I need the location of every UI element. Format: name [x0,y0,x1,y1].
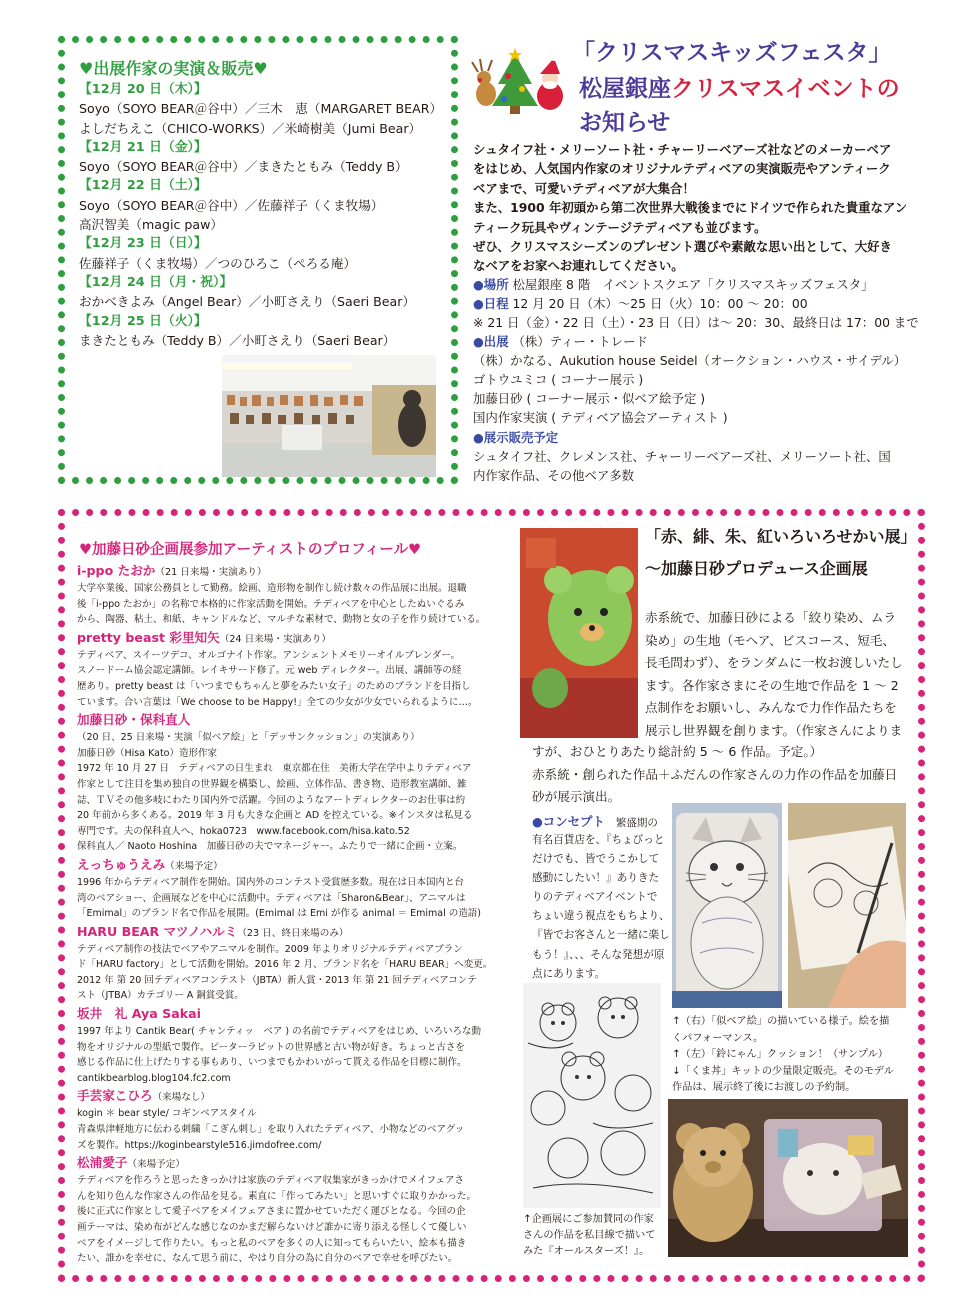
concept-line: りのテディベアイベントで [532,891,658,904]
profile-note: （来場予定） [127,1159,185,1171]
schedule-date: 【12月 25 日（火）】 [79,313,207,329]
profile-name-row [77,855,517,875]
profile-name-row [77,628,517,648]
profile-line: kogin ＊ bear style/ コギンベアスタイル [77,1108,257,1120]
exhibition-line: 染め」の生地（モヘア、ビスコース、短毛、 [645,632,895,648]
event-date-note: ※ 21 日（金）・22 日（土）・23 日（日）は～ 20：30、最終日は 17：00 まで [473,315,919,330]
schedule-artist: 高沢智美（magic paw） [79,217,223,233]
profile-line: テディベア制作の技法でベアやアニマルを制作。2009 年よりオリジナルテディベアブラン [77,943,463,955]
event-title-event: クリスマスイベントの [671,76,900,102]
intro-line: ぜひ、クリスマスシーズンのプレゼント選びや素敵な思い出として、大好き [473,239,892,255]
exhibition-line: 赤系統で、加藤日砂による「絞り染め、ムラ [645,610,897,625]
profiles-heading: ♥加藤日砂企画展参加アーティストのプロフィール♥ [79,542,421,558]
profile-line: 専門です。夫の保科直人へ、hoka0723 www.facebook.com/hisa.kato.52 [77,825,410,837]
exhibition-body-narrow [645,607,903,742]
profile-line: 大学卒業後、国家公務員として勤務。絵画、造形物を制作し続け数々の作品展に出展。退職 [77,583,467,594]
exhibition-line: 赤系統・創られた作品＋ふだんの作家さんの力作の作品を加藤日 [532,766,898,782]
schedule-date: 【12月 24 日（月・祝）】 [79,274,233,290]
exhibition-title-1: 「赤、緋、朱、紅いろいろせかい展」 [645,527,917,546]
exhibition-title-2: ～加藤日砂プロデュース企画展 [645,559,868,578]
concept-first-line [532,811,658,830]
sale-label-text: ●展示販売予定 [473,430,559,445]
profile-line: 1972 年 10 月 27 日 テディベアの日生まれ 東京都在住 美術大学在学中よりテディベア [77,763,472,775]
profile-line: んを知り色んな作家さんの作品を見る。素直に「作ってみたい」と思いすぐに取りかかった。 [77,1190,477,1202]
event-title-line2 [579,70,900,103]
exhibitor-3: ゴトウユミコ ( コーナー展示 ) [473,372,644,387]
schedule-heading: ♥出展作家の実演＆販売♥ [79,59,268,78]
christmas-tree-reindeer-illustration [470,44,570,124]
profile-line: 20 年前から多くある。2019 年 3 月も大きな企画と AD を控えている。※インスタは私見る [77,810,473,822]
schedule-artist: よしだちえこ（CHICO-WORKS）／米崎樹美（Jumi Bear） [79,120,422,136]
profile-line: スノードーム協会認定講師。レイキサード修了。元 web ディレクター。出展、講師等の経 [77,665,462,677]
profile-line: 後「i-ppo たおか」の名称で本格的に作家活動を開始。テディベアを中心としたぬいぐるみ [77,598,465,610]
event-title-store: 松屋銀座 [579,76,671,102]
profile-line: 後に正式に作家として愛子ベアをメイフェアさまに置かせていただく運びとなる。今回の企 [77,1206,466,1218]
schedule-date: 【12月 23 日（日）】 [79,236,207,252]
exhibitor-4: 加藤日砂 ( コーナー展示・似ベア絵予定 ) [473,391,706,406]
profile-name: i-ppo たおか [77,563,156,578]
exhibition-line: 砂が展示演出。 [532,789,621,804]
profile-note: （来場なし） [152,1092,211,1104]
concept-line: だけでも、皆でうこかして [532,853,660,866]
exhibition-line: すが、おひとりあたり総計約 5 ～ 6 作品。予定。） [532,744,823,759]
concept-label: ●コンセプト [532,814,605,829]
exhibitor-first: （株）ティー・トレード [512,334,648,349]
profile-name: HARU BEAR マツノハルミ [77,923,238,939]
profile-line: 1996 年からテディベア制作を開始。国内外のコンテスト受賞歴多数。現在は日本国内と台 [77,876,465,888]
exhibition-body-wide [532,741,897,809]
schedule-artist: 佐藤祥子（くま牧場）／つのひろこ（ぺろる庵） [79,255,357,271]
schedule-date: 【12月 20 日（木）】 [79,82,207,97]
exhibition-line: ます。各作家さまにその生地で作品を 1 ～ 2 [645,677,899,693]
profile-note: （来場予定） [165,860,223,872]
schedule-artist: おかべきよみ（Angel Bear）／小町さえり（Saeri Bear） [79,294,416,310]
profile-name-row [77,1086,517,1106]
concept-line: 『皆でお客さんと一緒に楽し [532,929,670,942]
cat-cushion-photo [672,803,782,1008]
profile-line: cantikbearblog.blog104.fc2.com [77,1072,231,1084]
profile-name: 手芸家こひろ [77,1088,153,1104]
photo-captions-right [672,1014,894,1097]
profile-name: えっちゅうえみ [77,856,166,872]
profile-line: 作家として注目を集め独自の世界観を構築し、絵画、立体作品、書き物、造形教室講師、雑 [77,778,467,790]
event-exhibit [473,332,648,351]
profile-line: から、陶器、粘土、和紙、キャンドルなど、マルチな素材で、動物と女の子を作り続けている。 [77,614,486,626]
caption-line: みた『オールスターズ！』。 [523,1246,650,1257]
profile-line: ド「HARU factory」として活動を開始。2016 年 2 月、ブランド名を「HARU BEAR」へ変更。 [77,959,493,971]
profile-name-row [77,1004,517,1024]
intro-line: をはじめ、人気国内作家のオリジナルテディベアの実演販売やアンティーク [473,161,891,177]
concept-line: 感動にしたい！』ありきた [532,872,660,885]
exhibitor-2: （株）かなる、Aukution house Seidel（オークション・ハウス・サイデル） [473,353,907,368]
event-title-line3: お知らせ [579,110,671,136]
profile-line: （20 日、25 日来場・実演「似ベア絵」と「デッサンクッション」の実演あり） [77,732,420,744]
drawing-performance-photo [788,803,906,1008]
event-place [473,275,874,294]
schedule-list [79,80,443,350]
concept-line: ちょい違う視点をもちより、 [532,910,670,923]
place-value: 松屋銀座 8 階 イベントスクエア「クリスマスキッズフェスタ」 [512,277,874,292]
place-label: ●場所 [473,277,509,292]
profile-note: （24 日来場・実演あり） [219,633,331,645]
event-date [473,294,808,313]
event-title-line1: 「クリスマスキッズフェスタ」 [572,40,892,66]
profile-line: 物をオリジナルの型紙で製作。ピーターラビットの世界感と古い物が好き。ちょっと古さを [77,1041,465,1053]
caption-line: ↑（右）「似ベア絵」の描いている様子。絵を描 [672,1016,890,1027]
profile-note: （23 日、終日来場のみ） [237,927,349,939]
profile-line: 加藤日砂（Hisa Kato）造形作家 [77,747,217,759]
profile-line: 青森県津軽地方に伝わる刺繍「こぎん刺し」を取り入れたテディベア、小物などのベアグッ [77,1124,465,1136]
schedule-artist: Soyo（SOYO BEAR＠谷中）／三木 恵（MARGARET BEAR） [79,101,443,117]
profile-line: 保科直人／ Naoto Hoshina 加藤日砂の夫でマネージャー。ふたりで一緒に企画・立案。 [77,841,463,853]
red-bear-photo [520,528,638,738]
concept-line: 有名百貨店を、『ちょびっと [532,834,665,846]
profile-line: 1997 年より Cantik Bear( チャンティッ ベア ) の名前でテディベアをはじめ、いろいろな動 [77,1026,481,1038]
profile-line: 感じる作品に仕上げたりする事もあり、いつまでもかわいがって貰える作品を目標に制作。 [77,1057,467,1069]
profile-line: 2012 年 第 20 回テディベアコンテスト（JBTA）新人賞・2013 年 第 21 回テディベアコンテ [77,974,477,986]
exhibitor-5: 国内作家実演 ( テディベア協会アーティスト ) [473,410,728,425]
sale-line-2: 内作家作品、その他ベア多数 [473,468,635,483]
intro-line: ティーク玩具やヴィンテージテディベアも並びます。 [473,219,767,235]
intro-line: ベアまで、可愛いテディベアが大集合！ [473,180,695,196]
profiles-list [77,561,517,1267]
caption-line: ↑（左）「鈴にゃん」クッション！（サンプル） [672,1049,889,1061]
exhibit-label: ●出展 [473,334,509,349]
schedule-date: 【12月 22 日（土）】 [79,178,207,194]
date-value: 12 月 20 日（木）～25 日（火）10：00 ～ 20：00 [512,296,808,311]
caption-line: 作品は、展示終了後にお渡しの予約制。 [672,1082,856,1094]
profile-name: pretty beast 彩里知矢 [77,629,220,645]
profile-line: 歴あり。pretty beast は「いつまでもちゃんと夢をみたい女子」のためのブランドを目指し [77,680,471,692]
profile-name: 加藤日砂・保科直人 [77,712,191,728]
caption-line: くパフォーマンス。 [672,1032,764,1044]
profile-line: 湾のベアショー、企画展などを中心に活動中。テディベアは「Sharon&Bear」、アニマルは [77,892,466,904]
exhibition-line: 点制作をお願いし、みんなで力作作品たちを [645,700,897,715]
profile-line: 誌、ＴＶその他多岐にわたり国内外で活躍。今回のようなアートディレクターのお仕事は約 [77,794,466,806]
caption-line: ↓「くま丼」キットの少量限定販売。そのモデル [672,1065,894,1077]
concept-line: もう！』、、、そんな発想が原 [532,948,665,961]
profile-line: ています。合い言葉は「We choose to be Happy!」全ての少女が少女でいられるように…。 [77,696,478,708]
photo-captions-left [523,1212,655,1260]
profile-name: 坂井 礼 Aya Sakai [77,1006,201,1022]
profile-name-row [77,922,517,942]
caption-line: ↑企画展にご参加賛同の作家 [523,1214,654,1225]
sale-line-1: シュタイフ社、クレメンス社、チャーリーベアーズ社、メリーソート社、国 [473,449,891,464]
schedule-date: 【12月 21 日（金）】 [79,139,207,155]
store-interior-photo [222,355,436,477]
intro-line: シュタイフ社・メリーソート社・チャーリーベアーズ社などのメーカーベア [473,142,892,157]
intro-line: また、1900 年初頭から第二次世界大戦後までにドイツで作られた貴重なアン [473,200,908,216]
profile-line: ベアをイメージして作りたい。もっと私のベアを多くの人に知ってもらいたい、絵本も描き [77,1237,467,1249]
event-intro [473,140,923,276]
concept-text [532,831,670,984]
caption-line: さんの作品を私目線で描いて [523,1230,656,1241]
exhibition-line: 展示し世界観を創ります。（作家さんによりま [645,722,903,738]
concept-first: 繁盛期の [615,817,658,829]
profile-line: 「Emimal」のブランド名で作品を展開。(Emimal は Emi が作る animal ＝ Emimal の造語) [77,908,481,920]
profile-line: ズを製作。https://koginbearstyle516.jimdofree.com/ [77,1139,322,1151]
schedule-artist: Soyo（SOYO BEAR＠谷中）／まきたともみ（Teddy B） [79,159,408,175]
profile-line: スト（JTBA）カテゴリー A 銅賞受賞。 [77,990,244,1002]
profile-name-row [77,561,517,581]
profile-name-row [77,1153,517,1173]
sale-label [473,428,558,447]
profile-line: たい、誰かを幸せに、なんて思う前に、やはり自分の為に自分のベアで幸せを呼びたい。 [77,1253,458,1265]
profile-line: 画テーマは、染め布がどんな感じなのかまだ解らないけど誰かに寄り添える怪しくて優しい [77,1222,467,1233]
exhibition-line: 長毛問わず）、をランダムに一枚お渡しいたし [645,655,903,670]
intro-line: なベアをお家へお連れしてください。 [473,258,684,274]
concept-line: 点にあります。 [532,967,606,980]
profile-name: 松浦愛子 [77,1155,128,1171]
schedule-artist: まきたともみ（Teddy B）／小町さえり（Saeri Bear） [79,332,396,348]
date-label: ●日程 [473,296,509,311]
all-stars-sketch [523,983,661,1208]
profile-name-row [77,710,517,730]
profile-note: （21 日来場・実演あり） [155,567,267,578]
profile-line: テディベアを作ろうと思ったきっかけは家族のテディベア収集家がきっかけでメイフェアさ [77,1175,465,1187]
profile-line: テディベア、スイーツデコ、オルゴナイト作家。アンシェントメモリーオイルブレンダー。 [77,649,461,661]
schedule-artist: Soyo（SOYO BEAR＠谷中）／佐藤祥子（くま牧場） [79,197,384,213]
bear-kit-photo [668,1099,908,1257]
